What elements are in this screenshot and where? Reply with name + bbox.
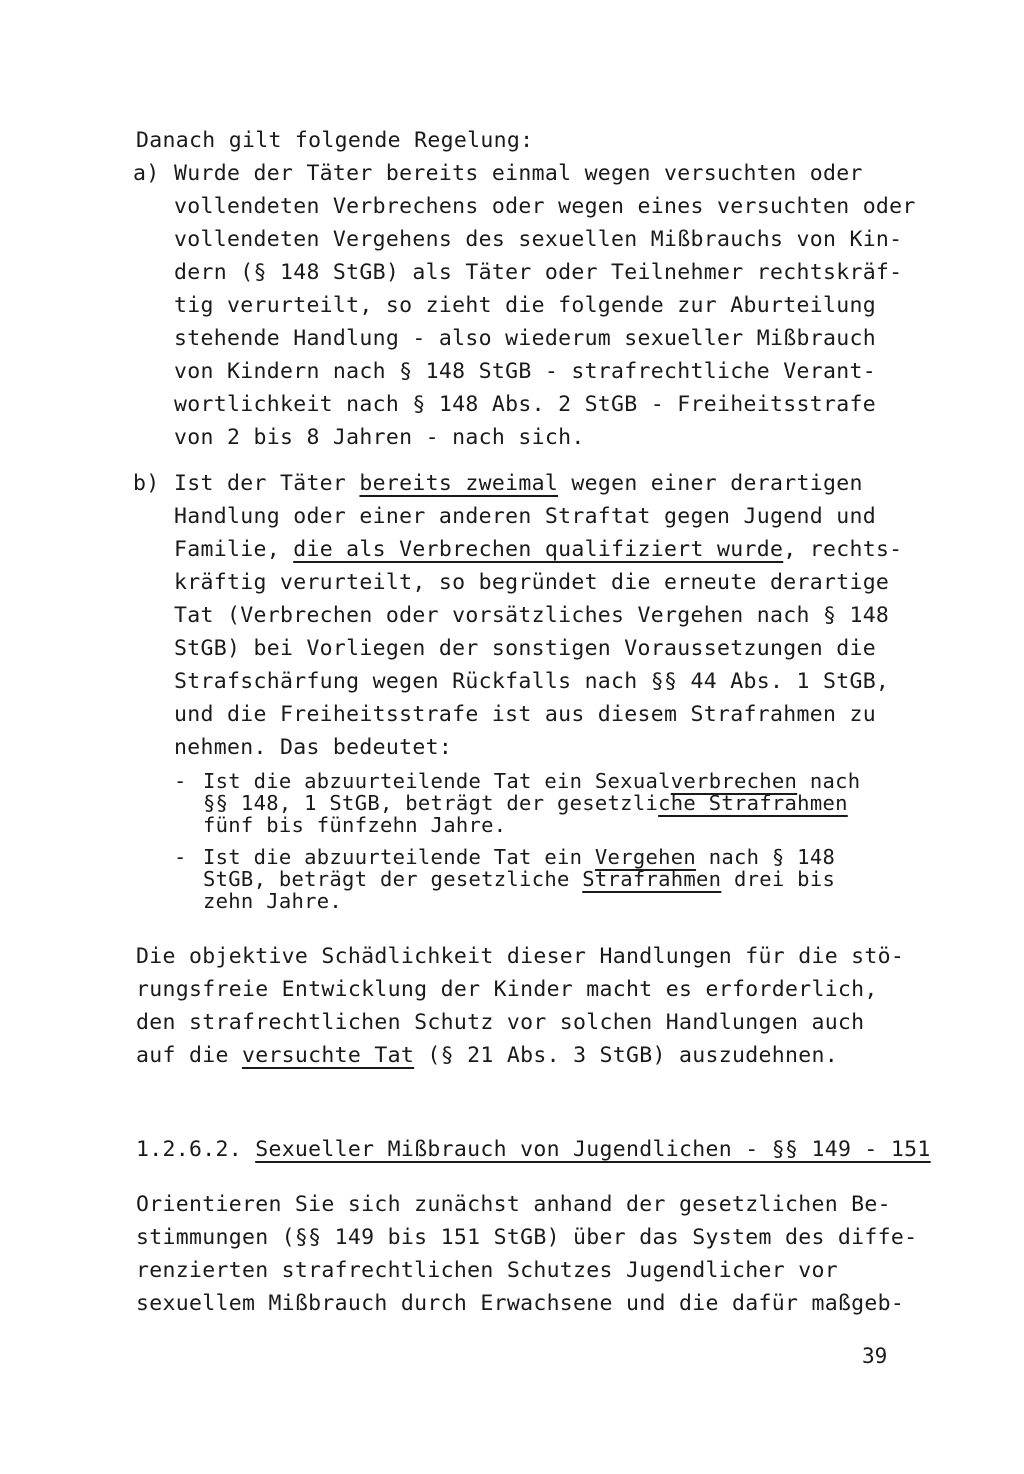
text: , rechts-	[783, 537, 903, 562]
underlined-text: verbrechen	[670, 769, 798, 793]
para-line: den strafrechtlichen Schutz vor solchen Handlungen auch	[136, 1010, 865, 1035]
text: auf die	[136, 1043, 242, 1068]
item-b-line: Tat (Verbrechen oder vorsätzliches Vergehen nach § 148	[174, 603, 890, 628]
para-line: sexuellem Mißbrauch durch Erwachsene und die dafür maßgeb-	[136, 1291, 905, 1316]
item-a-marker: a)	[133, 161, 160, 186]
para-line	[136, 1039, 838, 1072]
item-b-line: Handlung oder einer anderen Straftat gegen Jugend und	[174, 504, 876, 529]
item-a-line: dern (§ 148 StGB) als Täter oder Teilnehmer rechtskräf-	[174, 260, 903, 285]
item-a-line: vollendeten Verbrechens oder wegen eines versuchten oder	[174, 194, 916, 219]
item-a-line: von Kindern nach § 148 StGB - strafrechtliche Verant-	[174, 359, 876, 384]
bullet-line: fünf bis fünfzehn Jahre.	[203, 813, 507, 837]
section-heading	[136, 1133, 931, 1166]
item-b-line	[174, 467, 863, 500]
text: Familie,	[174, 537, 294, 562]
item-a-line: von 2 bis 8 Jahren - nach sich.	[174, 425, 585, 450]
text: §§ 148, 1 StGB, beträgt der gesetzli	[203, 791, 659, 815]
text: StGB, beträgt der gesetzliche	[203, 867, 583, 891]
bullet-dash: -	[174, 845, 187, 869]
item-b-marker: b)	[133, 471, 160, 496]
bullet-dash: -	[174, 769, 187, 793]
item-a-line: stehende Handlung - also wiederum sexueller Mißbrauch	[174, 326, 876, 351]
para-line: Orientieren Sie sich zunächst anhand der gesetzlichen Be-	[136, 1192, 891, 1217]
para-line: renzierten strafrechtlichen Schutzes Jugendlicher vor	[136, 1258, 838, 1283]
bullet-line: zehn Jahre.	[203, 889, 343, 913]
bullet-line	[203, 770, 860, 792]
section-title: Sexueller Mißbrauch von Jugendlichen - §§ 149 - 151	[255, 1137, 931, 1162]
item-b-line: Strafschärfung wegen Rückfalls nach §§ 44 Abs. 1 StGB,	[174, 669, 890, 694]
para-line: stimmungen (§§ 149 bis 151 StGB) über das System des diffe-	[136, 1225, 918, 1250]
section-number: 1.2.6.2.	[136, 1137, 242, 1162]
text: nach § 148	[696, 845, 836, 869]
item-a-line: wortlichkeit nach § 148 Abs. 2 StGB - Freiheitsstrafe	[174, 392, 876, 417]
para-line: Die objektive Schädlichkeit dieser Handlungen für die stö-	[136, 944, 905, 969]
underlined-text: versuchte Tat	[241, 1043, 415, 1068]
intro-line: Danach gilt folgende Regelung:	[136, 128, 534, 153]
underlined-text: Vergehen	[594, 845, 697, 869]
text: wegen einer derartigen	[558, 471, 863, 496]
item-a-line: tig verurteilt, so zieht die folgende zur Aburteilung	[174, 293, 876, 318]
item-b-line: StGB) bei Vorliegen der sonstigen Voraussetzungen die	[174, 636, 876, 661]
text: drei bis	[721, 867, 836, 891]
text: nach	[797, 769, 861, 793]
bullet-line	[203, 846, 835, 868]
item-b-line	[174, 533, 902, 566]
item-b-line: nehmen. Das bedeutet:	[174, 735, 453, 760]
para-line: rungsfreie Entwicklung der Kinder macht es erforderlich,	[136, 977, 878, 1002]
item-a-line: Wurde der Täter bereits einmal wegen versuchten oder	[174, 161, 863, 186]
text: (§ 21 Abs. 3 StGB) auszudehnen.	[414, 1043, 838, 1068]
text: Ist der Täter	[174, 471, 360, 496]
underlined-text: bereits zweimal	[359, 471, 559, 496]
page-number: 39	[862, 1344, 888, 1368]
underlined-text: Strafrahmen	[582, 867, 722, 891]
text: Ist die abzuurteilende Tat ein Sexual	[203, 769, 671, 793]
bullet-line	[203, 868, 835, 890]
text: Ist die abzuurteilende Tat ein	[203, 845, 595, 869]
bullet-line	[203, 792, 848, 814]
item-a-line: vollendeten Vergehens des sexuellen Mißbrauchs von Kin-	[174, 227, 903, 252]
underlined-text: che Strafrahmen	[658, 791, 848, 815]
item-b-line: kräftig verurteilt, so begründet die erneute derartige	[174, 570, 890, 595]
underlined-text: die als Verbrechen qualifiziert wurde	[293, 537, 784, 562]
item-b-line: und die Freiheitsstrafe ist aus diesem Strafrahmen zu	[174, 702, 876, 727]
